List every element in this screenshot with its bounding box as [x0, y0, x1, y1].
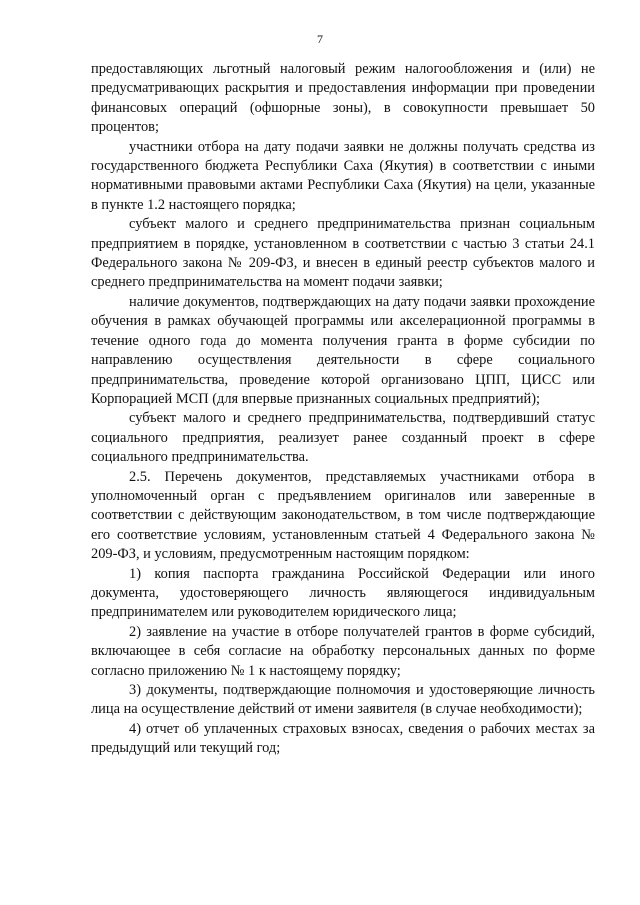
list-item-4: 4) отчет об уплаченных страховых взносах, сведения о рабочих местах за предыдущий или текущий год;: [91, 720, 595, 757]
document-body: [91, 60, 595, 759]
paragraph-condition-training: наличие документов, подтверждающих на дату подачи заявки прохождение обучения в рамках обучающей программы или акселерационной программы в течение одного года до момента получения гранта в форме субсидии по направлению осуществления деятельности в сфере социального предпринимательства, проведение которой организовано ЦПП, ЦИСС или Корпорацией МСП (для впервые признанных социальных предприятий);: [91, 293, 595, 407]
page-number: 7: [317, 32, 323, 46]
list-item-1: 1) копия паспорта гражданина Российской Федерации или иного документа, удостоверяющего личность являющегося индивидуальным предпринимателем или руководителем юридического лица;: [91, 565, 595, 621]
paragraph-condition-budget: участники отбора на дату подачи заявки не должны получать средства из государственного бюджета Республики Саха (Якутия) в соответствии с иными нормативными правовыми актами Республики Саха (Якутия) на цели, указанные в пункте 1.2 настоящего порядка;: [91, 138, 595, 213]
paragraph-condition-social-enterprise: субъект малого и среднего предпринимательства признан социальным предприятием в порядке, установленном в соответствии с частью 3 статьи 24.1 Федерального закона № 209-ФЗ, и внесен в единый реестр субъектов малого и среднего предпринимательства на момент подачи заявки;: [91, 216, 595, 291]
paragraph-condition-project: субъект малого и среднего предпринимательства, подтвердивший статус социального предприятия, реализует ранее созданный проект в сфере социального предпринимательства.: [91, 410, 595, 466]
list-item-2: 2) заявление на участие в отборе получателей грантов в форме субсидий, включающее в себя согласие на обработку персональных данных по форме согласно приложению № 1 к настоящему порядку;: [91, 623, 595, 679]
paragraph-continuation: предоставляющих льготный налоговый режим налогообложения и (или) не предусматривающих раскрытия и предоставления информации при проведении финансовых операций (офшорные зоны), в совокупности превышает 50 процентов;: [91, 61, 595, 136]
list-item-3: 3) документы, подтверждающие полномочия и удостоверяющие личность лица на осуществление действий от имени заявителя (в случае необходимости);: [91, 682, 595, 718]
paragraph-section-2-5: 2.5. Перечень документов, представляемых участниками отбора в уполномоченный орган с предъявлением оригиналов или заверенные в соответствии с действующим законодательством, в том числе подтверждающие его соответствие условиям, установленным статьей 4 Федерального закона № 209-ФЗ, и условиям, предусмотренным настоящим порядком:: [91, 468, 595, 563]
